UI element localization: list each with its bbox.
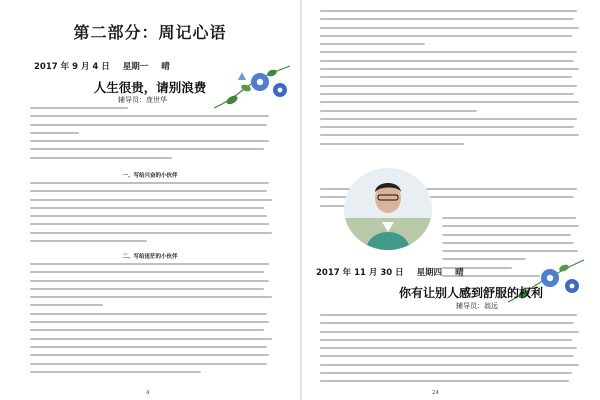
entry-date-left <box>34 60 180 72</box>
entry-date-right <box>316 266 474 278</box>
byline-left: 辅导员：庞世华 <box>118 96 167 104</box>
entry-weather: 晴 <box>455 268 464 278</box>
entry-weekday: 星期四 <box>416 268 443 278</box>
article-title-left: 人生很贵，请别浪费 <box>93 80 207 95</box>
entry-weekday: 星期一 <box>122 62 149 72</box>
entry-date: 2017 年 11 月 30 日 <box>316 268 404 278</box>
body-text-block <box>30 263 274 379</box>
body-text-block <box>30 182 274 248</box>
byline-right: 辅导员：翁远 <box>456 302 498 310</box>
entry-date: 2017 年 9 月 4 日 <box>34 62 110 72</box>
article-title-right: 你有让别人感到舒服的权利 <box>398 286 543 300</box>
body-text-block <box>320 10 582 151</box>
entry-weather: 晴 <box>161 62 170 72</box>
person-photo-icon <box>344 168 432 250</box>
right-page <box>302 0 600 400</box>
body-text-block <box>30 107 274 165</box>
page-number-right: 24 <box>432 390 439 396</box>
part-title: 第二部分：周记心语 <box>73 23 227 42</box>
section-heading: 二、写给迷茫的小伙伴 <box>122 254 178 260</box>
student-photo <box>344 168 432 250</box>
page-number-left: 4 <box>146 390 150 396</box>
section-heading: 一、写给兴奋的小伙伴 <box>122 173 178 179</box>
body-text-block <box>320 314 582 389</box>
